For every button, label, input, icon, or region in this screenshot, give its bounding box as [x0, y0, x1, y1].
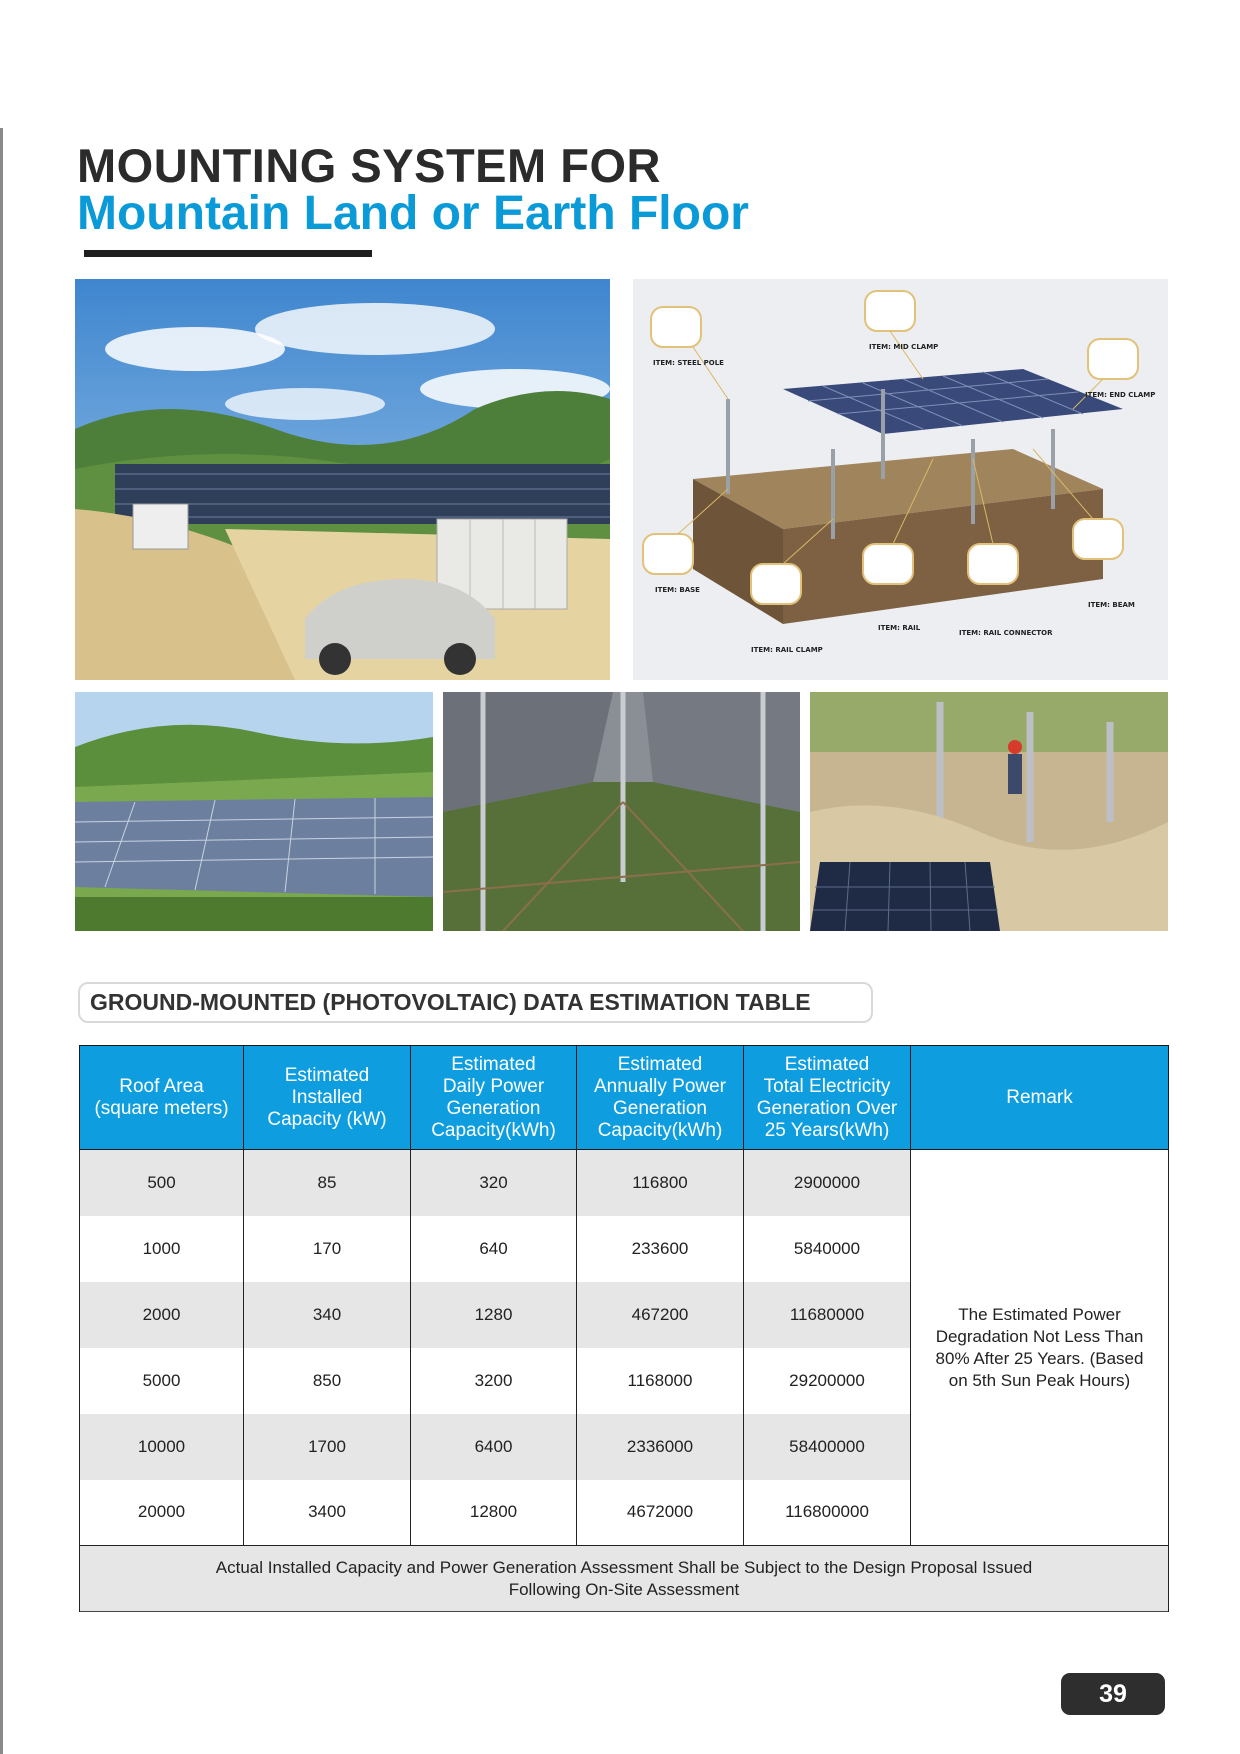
cell-total: 2900000 — [744, 1150, 911, 1216]
cell-total: 116800000 — [744, 1480, 911, 1546]
cell-daily: 12800 — [411, 1480, 577, 1546]
cell-annual: 4672000 — [577, 1480, 744, 1546]
cell-roof-area: 2000 — [80, 1282, 244, 1348]
cell-capacity: 85 — [244, 1150, 411, 1216]
cell-capacity: 340 — [244, 1282, 411, 1348]
col-remark: Remark — [911, 1046, 1169, 1150]
cell-capacity: 170 — [244, 1216, 411, 1282]
photo-mountain-solar-farm — [75, 279, 610, 680]
cell-daily: 640 — [411, 1216, 577, 1282]
cell-capacity: 1700 — [244, 1414, 411, 1480]
cell-remark: The Estimated Power Degradation Not Less Than 80% After 25 Years. (Based on 5th Sun Peak Hours) — [911, 1150, 1169, 1546]
table-header-row — [80, 1046, 1169, 1150]
cell-total: 29200000 — [744, 1348, 911, 1414]
cell-total: 11680000 — [744, 1282, 911, 1348]
diagram-mounting-components — [633, 279, 1168, 680]
col-annual-generation: Estimated Annually Power Generation Capacity(kWh) — [577, 1046, 744, 1150]
cell-annual: 2336000 — [577, 1414, 744, 1480]
photo-installation-workers — [810, 692, 1168, 931]
cell-annual: 116800 — [577, 1150, 744, 1216]
label-rail-connector: ITEM: RAIL CONNECTOR — [959, 629, 1053, 637]
col-installed-capacity: Estimated Installed Capacity (kW) — [244, 1046, 411, 1150]
cell-daily: 320 — [411, 1150, 577, 1216]
cell-roof-area: 20000 — [80, 1480, 244, 1546]
cell-daily: 3200 — [411, 1348, 577, 1414]
cell-daily: 6400 — [411, 1414, 577, 1480]
photo-hillside-solar-array — [75, 692, 433, 931]
data-estimation-table — [79, 1045, 1169, 1612]
cell-daily: 1280 — [411, 1282, 577, 1348]
page-number: 39 — [1061, 1673, 1165, 1715]
cell-roof-area: 10000 — [80, 1414, 244, 1480]
col-roof-area: Roof Area (square meters) — [80, 1046, 244, 1150]
cell-annual: 1168000 — [577, 1348, 744, 1414]
col-total-25-years: Estimated Total Electricity Generation Over 25 Years(kWh) — [744, 1046, 911, 1150]
label-rail-clamp: ITEM: RAIL CLAMP — [751, 646, 823, 654]
label-rail: ITEM: RAIL — [878, 624, 921, 632]
cell-roof-area: 1000 — [80, 1216, 244, 1282]
photo-under-panel-structure — [443, 692, 800, 931]
title-underline — [84, 250, 372, 257]
cell-capacity: 850 — [244, 1348, 411, 1414]
table-footer-note: Actual Installed Capacity and Power Generation Assessment Shall be Subject to the Design Proposal Issued Following On-Site Assessment — [80, 1546, 1169, 1612]
label-end-clamp: ITEM: END CLAMP — [1085, 391, 1156, 399]
page-title-line2: Mountain Land or Earth Floor — [77, 187, 749, 240]
label-mid-clamp: ITEM: MID CLAMP — [869, 343, 939, 351]
cell-roof-area: 5000 — [80, 1348, 244, 1414]
cell-roof-area: 500 — [80, 1150, 244, 1216]
cell-annual: 233600 — [577, 1216, 744, 1282]
cell-total: 58400000 — [744, 1414, 911, 1480]
page-title-line1: MOUNTING SYSTEM FOR — [77, 139, 661, 192]
cell-annual: 467200 — [577, 1282, 744, 1348]
table-heading: GROUND-MOUNTED (PHOTOVOLTAIC) DATA ESTIMATION TABLE — [78, 982, 873, 1023]
cell-capacity: 3400 — [244, 1480, 411, 1546]
label-beam: ITEM: BEAM — [1088, 601, 1135, 609]
table-footer-row — [80, 1546, 1169, 1612]
cell-total: 5840000 — [744, 1216, 911, 1282]
col-daily-generation: Estimated Daily Power Generation Capacity(kWh) — [411, 1046, 577, 1150]
left-margin-rule — [0, 128, 3, 1754]
table-row — [80, 1150, 1169, 1216]
label-steel-pole: ITEM: STEEL POLE — [653, 359, 724, 367]
label-base: ITEM: BASE — [655, 586, 700, 594]
